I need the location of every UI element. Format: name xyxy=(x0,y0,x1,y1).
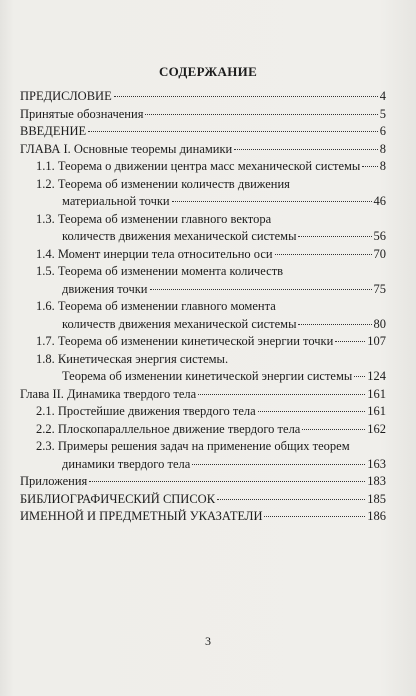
toc-entry-title: 1.5. Теорема об изменении момента количеств xyxy=(36,264,284,278)
toc-entry xyxy=(20,508,386,526)
toc-entry-title: БИБЛИОГРАФИЧЕСКИЙ СПИСОК xyxy=(20,491,216,506)
dot-leader xyxy=(264,516,365,517)
toc-entry-title: ГЛАВА I. Основные теоремы динамики xyxy=(20,141,233,156)
dot-leader xyxy=(258,411,366,412)
toc-entry-title: ИМЕННОЙ И ПРЕДМЕТНЫЙ УКАЗАТЕЛИ xyxy=(20,509,263,523)
dot-leader xyxy=(198,394,365,395)
toc-entry-page: 185 xyxy=(367,491,386,506)
toc-entry-title: Принятые обозначения xyxy=(20,106,144,121)
toc-entry-title: Приложения xyxy=(20,474,88,488)
toc-entry-title: 1.8. Кинетическая энергия системы. xyxy=(36,351,229,366)
dot-leader xyxy=(150,289,372,290)
toc-entry-title: движения точки xyxy=(62,281,148,296)
toc-entry xyxy=(20,123,386,141)
toc-entry xyxy=(20,333,386,351)
toc-entry-page: 4 xyxy=(379,89,386,103)
dot-leader xyxy=(192,464,365,465)
toc-entry-page: 183 xyxy=(367,474,386,488)
toc-entry-title: 2.2. Плоскопараллельное движение твердого тела xyxy=(36,421,301,436)
toc-entry xyxy=(20,298,386,333)
dot-leader xyxy=(88,131,378,132)
toc-entry-title: ВВЕДЕНИЕ xyxy=(20,124,87,138)
toc-entry-page: 163 xyxy=(367,456,386,471)
toc-entry xyxy=(20,263,386,298)
toc-entry xyxy=(20,403,386,421)
toc-entry xyxy=(20,351,386,386)
toc-entry xyxy=(20,141,386,159)
toc-entry-page: 161 xyxy=(367,404,386,418)
toc-entry-page: 80 xyxy=(373,316,386,331)
toc-entry xyxy=(20,421,386,439)
toc-entry-title: 1.4. Момент инерции тела относительно оси xyxy=(36,246,273,261)
toc-entry-title: 1.7. Теорема об изменении кинетической энергии точки xyxy=(36,334,334,348)
toc-entry-page: 6 xyxy=(379,124,386,138)
toc-entry xyxy=(20,106,386,124)
toc-entry xyxy=(20,211,386,246)
toc-entry xyxy=(20,176,386,211)
toc-entry-page: 5 xyxy=(379,106,386,121)
page-number: 3 xyxy=(205,634,211,648)
dot-leader xyxy=(298,324,371,325)
dot-leader xyxy=(302,429,365,430)
dot-leader xyxy=(89,481,365,482)
toc-entry-page: 186 xyxy=(367,509,386,523)
dot-leader xyxy=(114,96,378,97)
table-of-contents xyxy=(20,88,386,526)
toc-entry-page: 124 xyxy=(367,369,386,383)
dot-leader xyxy=(172,201,372,202)
toc-entry-page: 107 xyxy=(367,334,386,348)
toc-entry-page: 8 xyxy=(379,141,386,156)
toc-entry xyxy=(20,88,386,106)
toc-entry-title: ПРЕДИСЛОВИЕ xyxy=(20,89,112,103)
toc-entry xyxy=(20,246,386,264)
toc-entry-title: Глава II. Динамика твердого тела xyxy=(20,386,197,401)
toc-entry-title: количеств движения механической системы xyxy=(62,229,297,243)
toc-entry-page: 8 xyxy=(379,159,386,173)
toc-entry xyxy=(20,158,386,176)
toc-entry-page: 75 xyxy=(373,281,386,296)
toc-entry-title: 1.3. Теорема об изменении главного вектора xyxy=(36,211,272,226)
dot-leader xyxy=(298,236,371,237)
toc-entry-page: 70 xyxy=(373,246,386,261)
dot-leader xyxy=(145,114,377,115)
dot-leader xyxy=(354,376,365,377)
toc-entry-title: динамики твердого тела xyxy=(62,456,191,471)
toc-entry-title: количеств движения механической системы xyxy=(62,316,297,331)
toc-entry-page: 56 xyxy=(373,229,386,243)
toc-entry-title: Теорема об изменении кинетической энергии системы xyxy=(62,369,353,383)
toc-entry xyxy=(20,386,386,404)
toc-title: СОДЕРЖАНИЕ xyxy=(158,64,258,79)
dot-leader xyxy=(275,254,372,255)
toc-entry-title: 2.3. Примеры решения задач на применение общих теорем xyxy=(36,439,350,453)
toc-entry-page: 161 xyxy=(367,386,386,401)
dot-leader xyxy=(234,149,378,150)
dot-leader xyxy=(362,166,377,167)
toc-entry-page: 162 xyxy=(367,421,386,436)
toc-entry-title: материальной точки xyxy=(62,194,170,208)
toc-entry xyxy=(20,438,386,473)
toc-entry-title: 1.2. Теорема об изменении количеств движения xyxy=(36,176,290,191)
toc-entry xyxy=(20,491,386,509)
dot-leader xyxy=(335,341,365,342)
toc-entry-title: 1.6. Теорема об изменении главного момента xyxy=(36,299,276,313)
toc-entry-page: 46 xyxy=(373,194,386,208)
toc-entry-title: 2.1. Простейшие движения твердого тела xyxy=(36,404,256,418)
toc-entry-title: 1.1. Теорема о движении центра масс механической системы xyxy=(36,159,361,173)
dot-leader xyxy=(217,499,365,500)
toc-entry xyxy=(20,473,386,491)
